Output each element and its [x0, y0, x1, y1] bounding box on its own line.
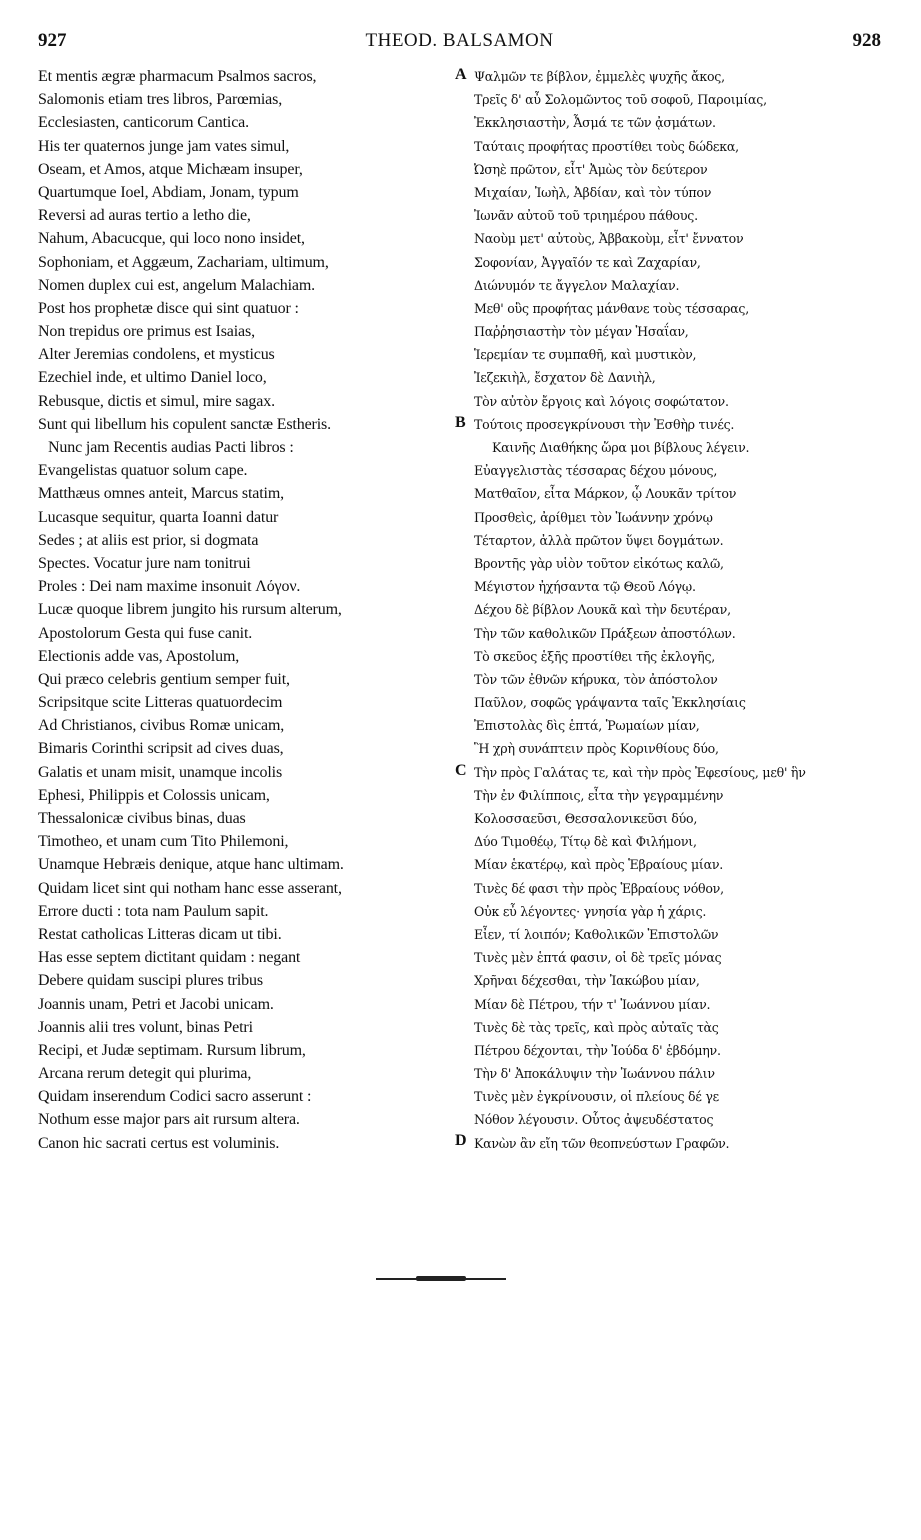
latin-verse-line: Joannis alii tres volunt, binas Petri: [38, 1018, 253, 1036]
greek-verse-line: Τὸν αὐτὸν ἔργοις καὶ λόγοις σοφώτατον.: [474, 393, 729, 409]
section-marker-d: D: [455, 1132, 467, 1149]
latin-verse-line: Quartumque Ioel, Abdiam, Jonam, typum: [38, 183, 299, 201]
latin-verse-line: Unamque Hebræis denique, atque hanc ultimam.: [38, 856, 344, 874]
greek-verse-line: Παῤῥησιαστὴν τὸν μέγαν Ἠσαΐαν,: [474, 324, 689, 340]
section-marker-a: A: [455, 66, 467, 83]
greek-verse-line: Τινὲς δὲ τὰς τρεῖς, καὶ πρὸς αὐταῖς τὰς: [474, 1019, 719, 1035]
greek-column: [474, 65, 894, 1155]
greek-verse-line: Τὸν τῶν ἐθνῶν κήρυκα, τὸν ἀπόστολον: [474, 671, 718, 687]
latin-verse-line: Nunc jam Recentis audias Pacti libros :: [48, 439, 294, 456]
greek-verse-line: Πέτρου δέχονται, τὴν Ἰούδα δ' ἑβδόμην.: [474, 1042, 721, 1058]
greek-verse-line: Ναοὺμ μετ' αὐτοὺς, Ἀββακοὺμ, εἶτ' ἔννατον: [474, 231, 744, 247]
greek-verse-line: Τὴν τῶν καθολικῶν Πράξεων ἀποστόλων.: [474, 625, 736, 641]
greek-verse-line: Ψαλμῶν τε βίβλον, ἐμμελὲς ψυχῆς ἄκος,: [474, 69, 725, 84]
latin-verse-line: His ter quaternos junge jam vates simul,: [38, 137, 290, 155]
greek-verse-line: Ἣ χρὴ συνάπτειν πρὸς Κορινθίους δύο,: [474, 741, 719, 757]
latin-verse-line: Evangelistas quatuor solum cape.: [38, 462, 248, 480]
latin-verse-line: Galatis et unam misit, unamque incolis: [38, 763, 283, 781]
greek-verse-line: Οὐκ εὖ λέγοντες· γνησία γὰρ ἡ χάρις.: [474, 903, 707, 919]
latin-verse-line: Nomen duplex cui est, angelum Malachiam.: [38, 276, 316, 294]
greek-verse-line: Τὴν δ' Ἀποκάλυψιν τὴν Ἰωάννου πάλιν: [474, 1066, 715, 1082]
greek-verse-line: Τὴν ἐν Φιλίπποις, εἶτα τὴν γεγραμμένην: [474, 787, 724, 803]
latin-verse-line: Lucasque sequitur, quarta Ioanni datur: [38, 508, 279, 526]
latin-verse-line: Canon hic sacrati certus est voluminis.: [38, 1134, 280, 1152]
greek-verse-line: Σοφονίαν, Ἀγγαῖόν τε καὶ Ζαχαρίαν,: [474, 254, 701, 270]
latin-verse-line: Non trepidus ore primus est Isaias,: [38, 323, 255, 341]
latin-verse-line: Ephesi, Philippis et Colossis unicam,: [38, 786, 270, 804]
latin-verse-line: Sophoniam, et Aggæum, Zachariam, ultimum,: [38, 253, 329, 271]
greek-verse-line: Παῦλον, σοφῶς γράψαντα ταῖς Ἐκκλησίαις: [474, 695, 746, 711]
greek-verse-line: Μεθ' οὓς προφήτας μάνθανε τοὺς τέσσαρας,: [474, 300, 749, 316]
latin-verse-line: Qui præco celebris gentium semper fuit,: [38, 670, 290, 688]
section-marker-b: B: [455, 414, 466, 431]
latin-verse-line: Proles : Dei nam maxime insonuit Λόγον.: [38, 578, 301, 596]
greek-verse-line: Προσθεὶς, ἀρίθμει τὸν Ἰωάννην χρόνῳ: [474, 509, 713, 525]
latin-verse-line: Ecclesiasten, canticorum Cantica.: [38, 114, 249, 132]
greek-verse-line: Μίαν δὲ Πέτρου, τήν τ' Ἰωάννου μίαν.: [474, 996, 711, 1012]
greek-verse-line: Ἰεζεκιὴλ, ἔσχατον δὲ Δανιὴλ,: [474, 370, 656, 386]
latin-verse-line: Quidam inserendum Codici sacro asserunt :: [38, 1088, 312, 1106]
latin-verse-line: Ad Christianos, civibus Romæ unicam,: [38, 717, 285, 735]
latin-verse-line: Nothum esse major pars ait rursum altera.: [38, 1111, 300, 1129]
latin-verse-line: Quidam licet sint qui notham hanc esse asserant,: [38, 879, 342, 897]
greek-verse-line: Βροντῆς γὰρ υἱὸν τοῦτον εἰκότως καλῶ,: [474, 555, 724, 571]
page-header: [38, 30, 881, 60]
running-title: THEOD. BALSAMON: [365, 30, 554, 51]
latin-verse-line: Ezechiel inde, et ultimo Daniel loco,: [38, 369, 267, 387]
greek-verse-line: Μιχαίαν, Ἰωὴλ, Ἀβδίαν, καὶ τὸν τύπον: [474, 184, 712, 200]
latin-verse-line: Apostolorum Gesta qui fuse canit.: [38, 624, 253, 642]
section-marker-c: C: [455, 762, 467, 779]
latin-verse-line: Joannis unam, Petri et Jacobi unicam.: [38, 995, 274, 1013]
latin-verse-line: Recipi, et Judæ septimam. Rursum librum,: [38, 1041, 306, 1059]
greek-verse-line: Ἱερεμίαν τε συμπαθῆ, καὶ μυστικὸν,: [474, 347, 697, 363]
greek-verse-line: Ἐκκλησιαστὴν, Ἆσμά τε τῶν ᾀσμάτων.: [474, 115, 716, 131]
latin-verse-line: Et mentis ægræ pharmacum Psalmos sacros,: [38, 68, 317, 85]
greek-verse-line: Ἰωνᾶν αὐτοῦ τοῦ τριημέρου πάθους.: [474, 208, 698, 224]
greek-verse-line: Τινὲς δέ φασι τὴν πρὸς Ἑβραίους νόθον,: [474, 880, 724, 896]
latin-verse-line: Salomonis etiam tres libros, Parœmias,: [38, 91, 283, 109]
greek-verse-line: Κανὼν ἂν εἴη τῶν θεοπνεύστων Γραφῶν.: [474, 1135, 730, 1151]
latin-verse-line: Errore ducti : tota nam Paulum sapit.: [38, 902, 269, 920]
greek-verse-line: Ματθαῖον, εἶτα Μάρκον, ᾧ Λουκᾶν τρίτον: [474, 486, 737, 502]
latin-verse-line: Nahum, Abacucque, qui loco nono insidet,: [38, 230, 305, 248]
greek-verse-line: Τέταρτον, ἀλλὰ πρῶτον ὕψει δογμάτων.: [474, 532, 724, 548]
greek-verse-line: Τούτοις προσεγκρίνουσι τὴν Ἐσθὴρ τινές.: [474, 416, 735, 432]
latin-verse-line: Has esse septem dictitant quidam : negant: [38, 949, 301, 967]
latin-verse-line: Sedes ; at aliis est prior, si dogmata: [38, 531, 259, 549]
greek-verse-line: Δύο Τιμοθέῳ, Τίτῳ δὲ καὶ Φιλήμονι,: [474, 834, 697, 850]
latin-verse-line: Sunt qui libellum his copulent sanctæ Estheris.: [38, 415, 331, 433]
latin-verse-line: Bimaris Corinthi scripsit ad cives duas,: [38, 740, 284, 758]
latin-verse-line: Matthæus omnes anteit, Marcus statim,: [38, 485, 284, 503]
latin-verse-line: Debere quidam suscipi plures tribus: [38, 972, 263, 990]
latin-verse-line: Alter Jeremias condolens, et mysticus: [38, 346, 275, 364]
greek-verse-line: Δέχου δὲ βίβλον Λουκᾶ καὶ τὴν δευτέραν,: [474, 602, 731, 618]
greek-verse-line: Τὸ σκεῦος ἑξῆς προστίθει τῆς ἐκλογῆς,: [474, 648, 716, 664]
latin-verse-line: Electionis adde vas, Apostolum,: [38, 647, 240, 665]
latin-verse-line: Reversi ad auras tertio a letho die,: [38, 207, 251, 225]
latin-verse-line: Lucæ quoque librem jungito his rursum alterum,: [38, 601, 342, 619]
greek-verse-line: Τινὲς μὲν ἐγκρίνουσιν, οἱ πλείους δέ γε: [474, 1089, 719, 1105]
greek-verse-line: Ἐπιστολὰς δὶς ἑπτά, Ῥωμαίων μίαν,: [474, 718, 700, 734]
latin-verse-line: Restat catholicas Litteras dicam ut tibi.: [38, 925, 282, 943]
left-page-number: 927: [38, 30, 67, 51]
latin-column: [38, 65, 458, 1155]
greek-verse-line: Μίαν ἑκατέρῳ, καὶ πρὸς Ἑβραίους μίαν.: [474, 857, 723, 873]
greek-verse-line: Εἶεν, τί λοιπόν; Καθολικῶν Ἐπιστολῶν: [474, 926, 719, 942]
latin-verse-line: Spectes. Vocatur jure nam tonitrui: [38, 554, 251, 572]
latin-verse-line: Arcana rerum detegit qui plurima,: [38, 1065, 252, 1083]
latin-verse-line: Post hos prophetæ disce qui sint quatuor :: [38, 299, 299, 317]
greek-verse-line: Εὐαγγελιστὰς τέσσαρας δέχου μόνους,: [474, 463, 718, 479]
greek-verse-line: Μέγιστον ἠχήσαντα τῷ Θεοῦ Λόγῳ.: [474, 579, 696, 595]
greek-verse-line: Ὠσηὲ πρῶτον, εἶτ' Ἀμὼς τὸν δεύτερον: [474, 161, 708, 177]
greek-verse-line: Τινὲς μὲν ἑπτά φασιν, οἱ δὲ τρεῖς μόνας: [474, 950, 722, 966]
greek-verse-line: Διώνυμόν τε ἄγγελον Μαλαχίαν.: [474, 277, 680, 293]
greek-verse-line: Νόθον λέγουσιν. Οὗτος ἀψευδέστατος: [474, 1112, 714, 1128]
greek-verse-line: Τρεῖς δ' αὖ Σολομῶντος τοῦ σοφοῦ, Παροιμίας,: [474, 92, 767, 108]
greek-verse-line: Χρῆναι δέχεσθαι, τὴν Ἰακώβου μίαν,: [474, 973, 700, 989]
latin-verse-line: Scripsitque scite Litteras quatuordecim: [38, 694, 283, 712]
latin-verse-line: Timotheo, et unam cum Tito Philemoni,: [38, 833, 289, 851]
greek-verse-line: Ταύταις προφήτας προστίθει τοὺς δώδεκα,: [474, 138, 739, 154]
end-rule-ornament: [416, 1276, 466, 1281]
greek-verse-line: Καινῆς Διαθήκης ὥρα μοι βίβλους λέγειν.: [492, 440, 750, 455]
latin-verse-line: Oseam, et Amos, atque Michæam insuper,: [38, 160, 303, 178]
greek-verse-line: Κολοσσαεῦσι, Θεσσαλονικεῦσι δύο,: [474, 811, 698, 826]
latin-verse-line: Rebusque, dictis et simul, mire sagax.: [38, 392, 275, 410]
greek-verse-line: Τὴν πρὸς Γαλάτας τε, καὶ τὴν πρὸς Ἐφεσίους, μεθ' ἣν: [474, 764, 806, 780]
latin-verse-line: Thessalonicæ civibus binas, duas: [38, 810, 246, 827]
right-page-number: 928: [852, 30, 881, 51]
